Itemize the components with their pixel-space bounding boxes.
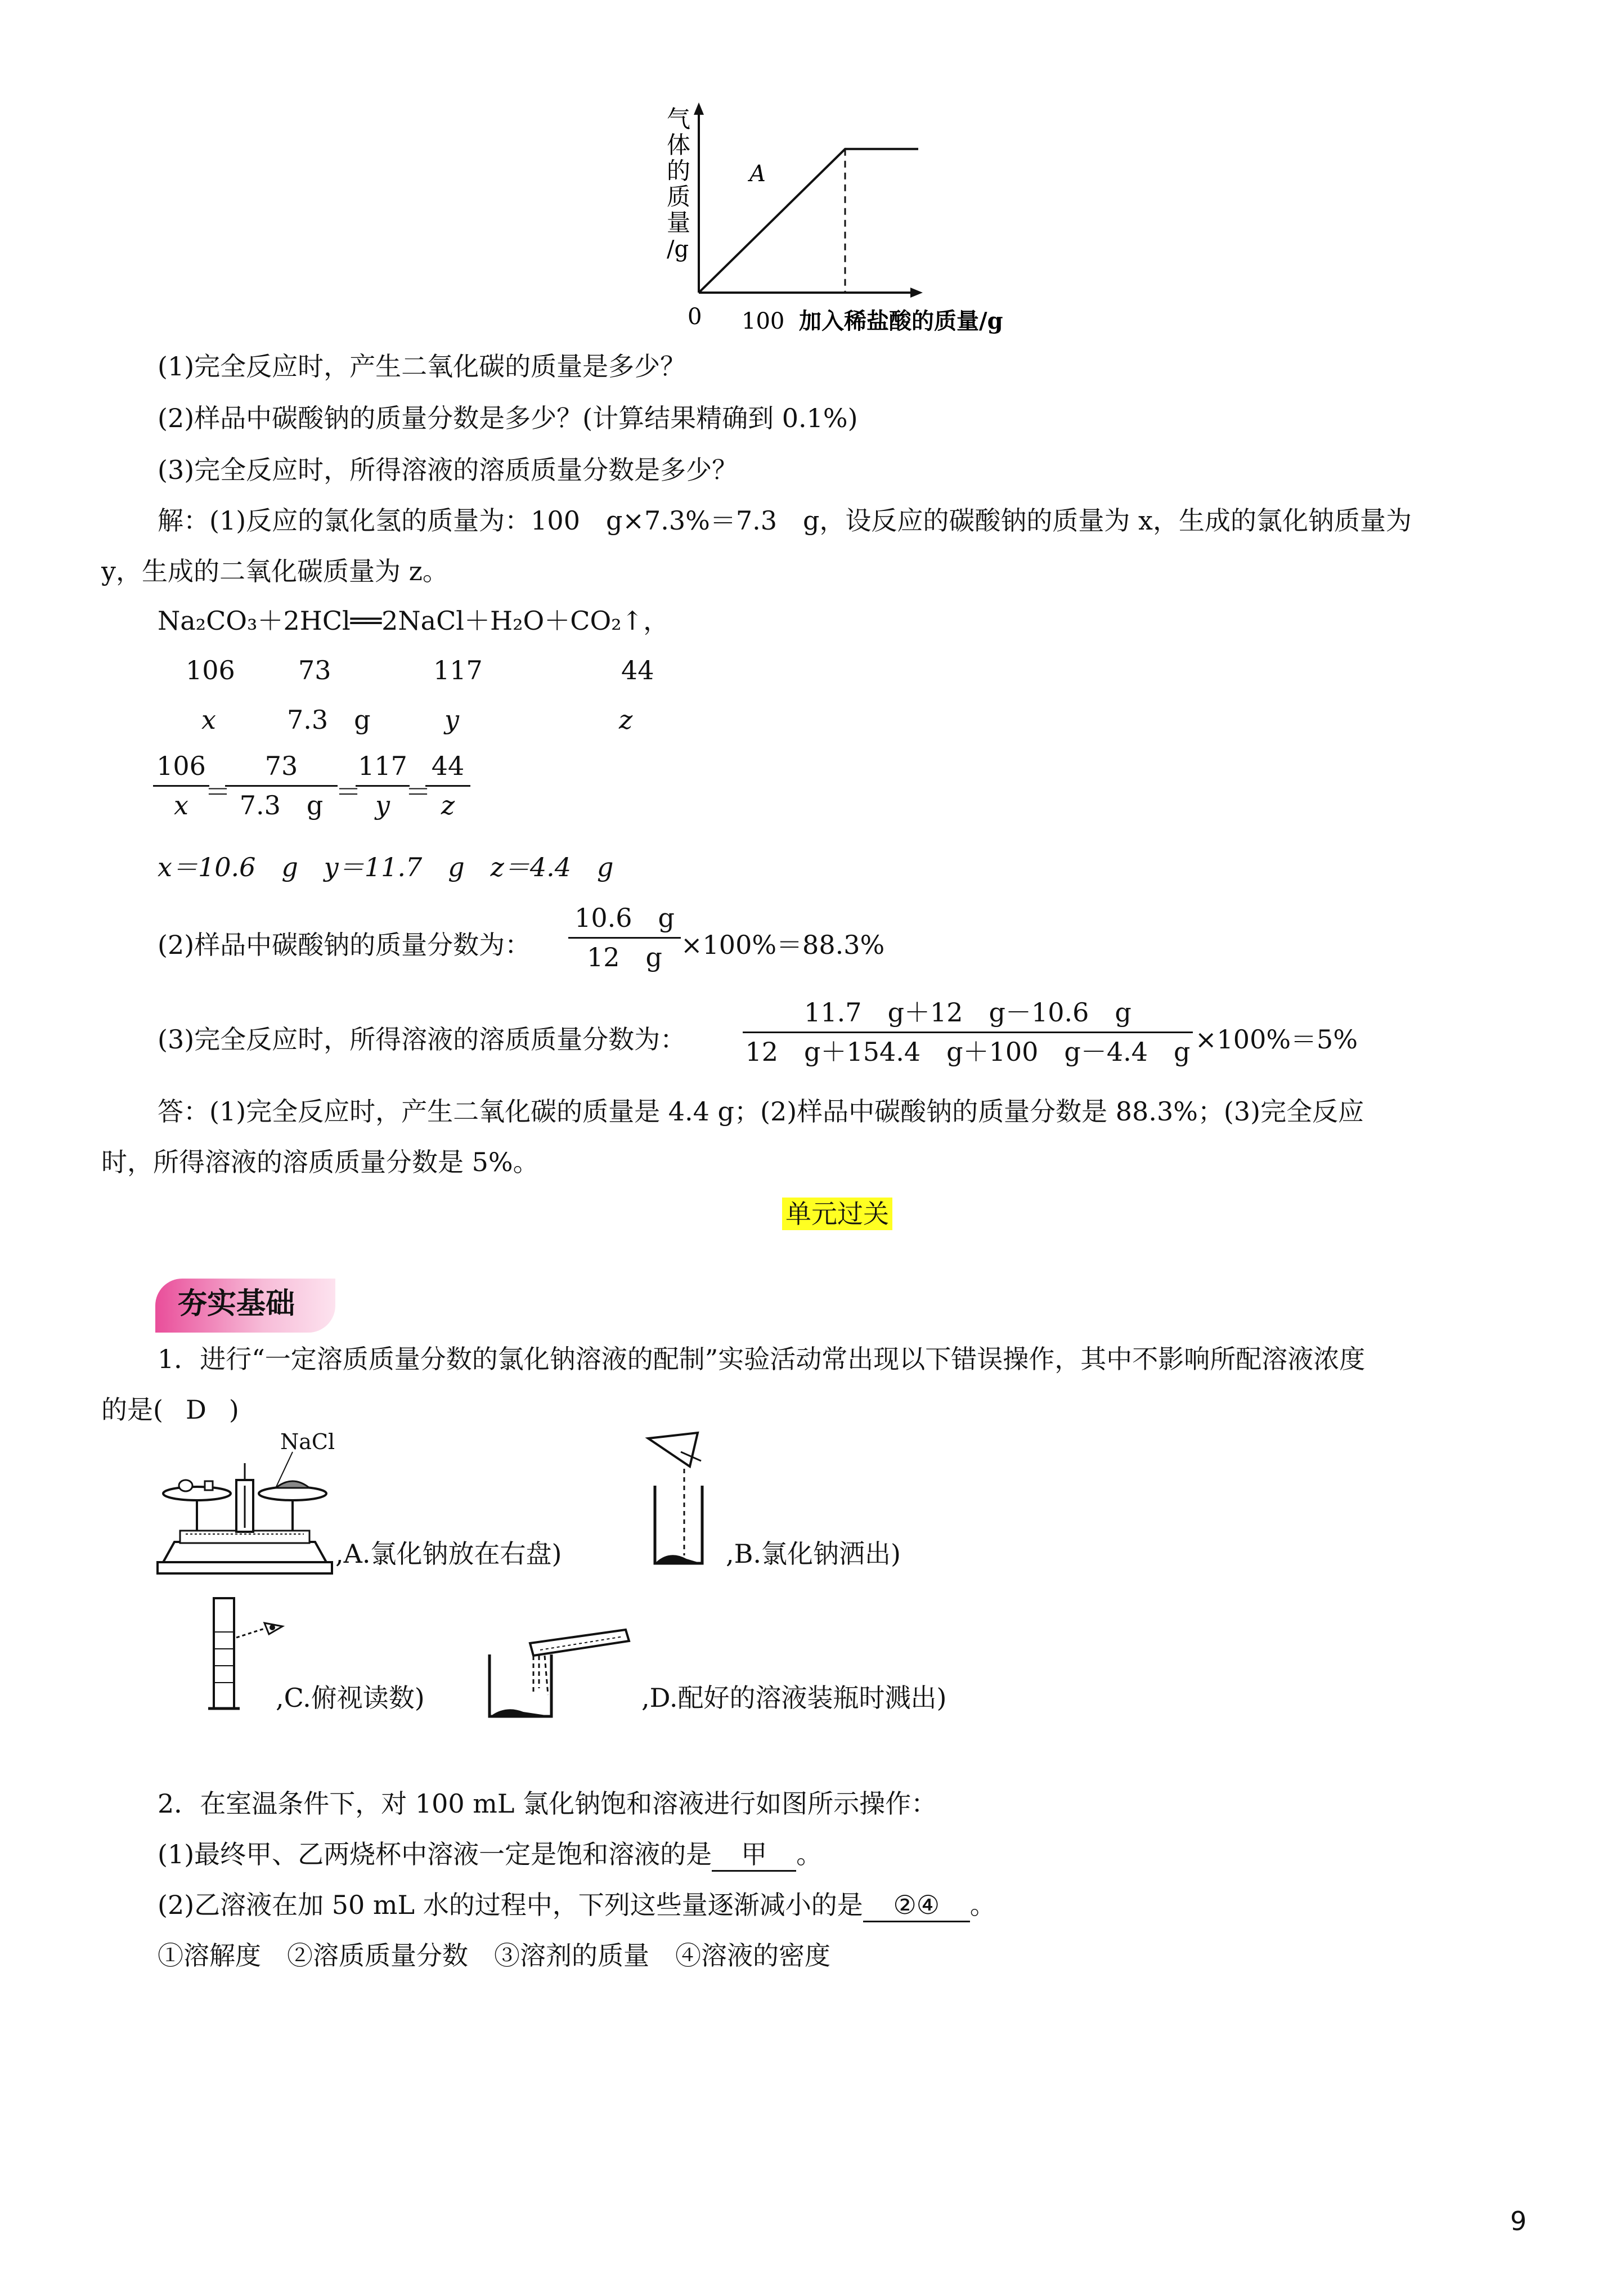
x-axis-label: 加入稀盐酸的质量/g	[799, 308, 1003, 334]
point-a-label: A	[749, 161, 766, 187]
ratio-73: 73	[298, 655, 331, 685]
nacl-label: NaCl	[280, 1429, 335, 1454]
origin-label: 0	[688, 304, 702, 330]
part-3-result: ×100%＝5%	[1195, 1024, 1358, 1055]
gas-mass-graph	[613, 101, 1041, 349]
option-a: ,A.氯化钠放在右盘)	[335, 1539, 562, 1569]
y-label-6: /g	[667, 236, 689, 262]
equals-2: ＝	[335, 777, 361, 807]
unknown-hcl: 7.3 g	[287, 705, 371, 735]
part-2-result: ×100%＝88.3%	[681, 930, 885, 960]
unknown-z: z	[619, 705, 633, 735]
q2-sub-2-answer: ②④	[863, 1890, 970, 1922]
y-label-1: 气	[667, 105, 691, 133]
equals-3: ＝	[405, 777, 431, 807]
answer-line-2: 时，所得溶液的溶质质量分数是 5%。	[101, 1147, 539, 1177]
ratio-117: 117	[433, 655, 483, 685]
fraction-106-x: $\frac{106}{x}$	[153, 751, 209, 821]
fraction-73-hcl: $\frac{73}{7.3 g}$	[225, 751, 338, 821]
y-label-2: 体	[667, 131, 691, 159]
q2-sub-2: (2)乙溶液在加 50 mL 水的过程中，下列这些量逐渐减小的是 ②④ 。	[158, 1890, 996, 1922]
gas-mass-line	[699, 149, 918, 293]
solution-line-1: 解：(1)反应的氯化氢的质量为：100 g×7.3%＝7.3 g，设反应的碳酸钠的质量为 x，生成的氯化钠质量为	[158, 505, 1412, 536]
fraction-117-y: $\frac{117}{y}$	[356, 751, 410, 821]
question-2: (2)样品中碳酸钠的质量分数是多少？(计算结果精确到 0.1%)	[158, 403, 858, 433]
question-3: (3)完全反应时，所得溶液的溶质质量分数是多少？	[158, 455, 738, 485]
fraction-44-z: $\frac{44}{z}$	[425, 751, 470, 821]
option-b: ,B.氯化钠洒出)	[726, 1539, 901, 1569]
section-tag-label: 夯实基础	[178, 1287, 295, 1321]
pouring-illustration	[478, 1621, 636, 1722]
q2-stem: 2．在室温条件下，对 100 mL 氯化钠饱和溶液进行如图所示操作：	[158, 1788, 937, 1819]
question-1: (1)完全反应时，产生二氧化碳的质量是多少？	[158, 351, 686, 382]
x-tick-100: 100	[742, 308, 785, 334]
y-axis-arrow	[694, 102, 704, 115]
part-2-label: (2)样品中碳酸钠的质量分数为：	[158, 930, 531, 960]
q1-answer: D	[185, 1394, 206, 1425]
q1-stem-line-1: 1．进行“一定溶质质量分数的氯化钠溶液的配制”实验活动常出现以下错误操作，其中不影响所配溶液浓度	[158, 1344, 1366, 1374]
unit-title: 单元过关	[782, 1199, 892, 1230]
q2-options: ①溶解度 ②溶质质量分数 ③溶剂的质量 ④溶液的密度	[158, 1940, 830, 1971]
part-3-fraction: $\frac{11.7 g+12 g-10.6 g}{12 g+154.4 g+100 g-4.4 g}$	[743, 997, 1193, 1068]
q2-sub-1: (1)最终甲、乙两烧杯中溶液一定是饱和溶液的是 甲 。	[158, 1839, 822, 1872]
q2-sub-1-answer: 甲	[712, 1839, 796, 1872]
answer-line-1: 答：(1)完全反应时，产生二氧化碳的质量是 4.4 g；(2)样品中碳酸钠的质量分数是 88.3%；(3)完全反应	[158, 1096, 1364, 1127]
ratio-106: 106	[186, 655, 235, 685]
ratio-44: 44	[621, 655, 654, 685]
part-2-fraction: $\frac{10.6 g}{12 g}$	[568, 903, 681, 973]
unknown-y: y	[444, 705, 459, 735]
x-axis-arrow	[910, 288, 923, 298]
y-label-5: 量	[667, 209, 691, 236]
option-d: ,D.配好的溶液装瓶时溅出)	[641, 1683, 947, 1713]
solved-values: x＝10.6 g y＝11.7 g z＝4.4 g	[158, 852, 614, 882]
spill-illustration	[641, 1429, 726, 1570]
section-tag	[155, 1279, 335, 1333]
page-number: 9	[1510, 2206, 1527, 2236]
q1-stem-line-2: 的是( D )	[101, 1394, 239, 1425]
solution-line-2: y，生成的二氧化碳质量为 z。	[101, 556, 448, 586]
unknown-x: x	[201, 705, 216, 735]
y-label-4: 质	[667, 183, 691, 210]
y-label-3: 的	[667, 157, 691, 185]
chemical-equation: Na₂CO₃＋2HCl══2NaCl＋H₂O＋CO₂↑，	[158, 606, 670, 636]
part-3-label: (3)完全反应时，所得溶液的溶质质量分数为：	[158, 1024, 686, 1055]
option-c: ,C.俯视读数)	[276, 1683, 425, 1713]
equals-1: ＝	[205, 777, 231, 807]
